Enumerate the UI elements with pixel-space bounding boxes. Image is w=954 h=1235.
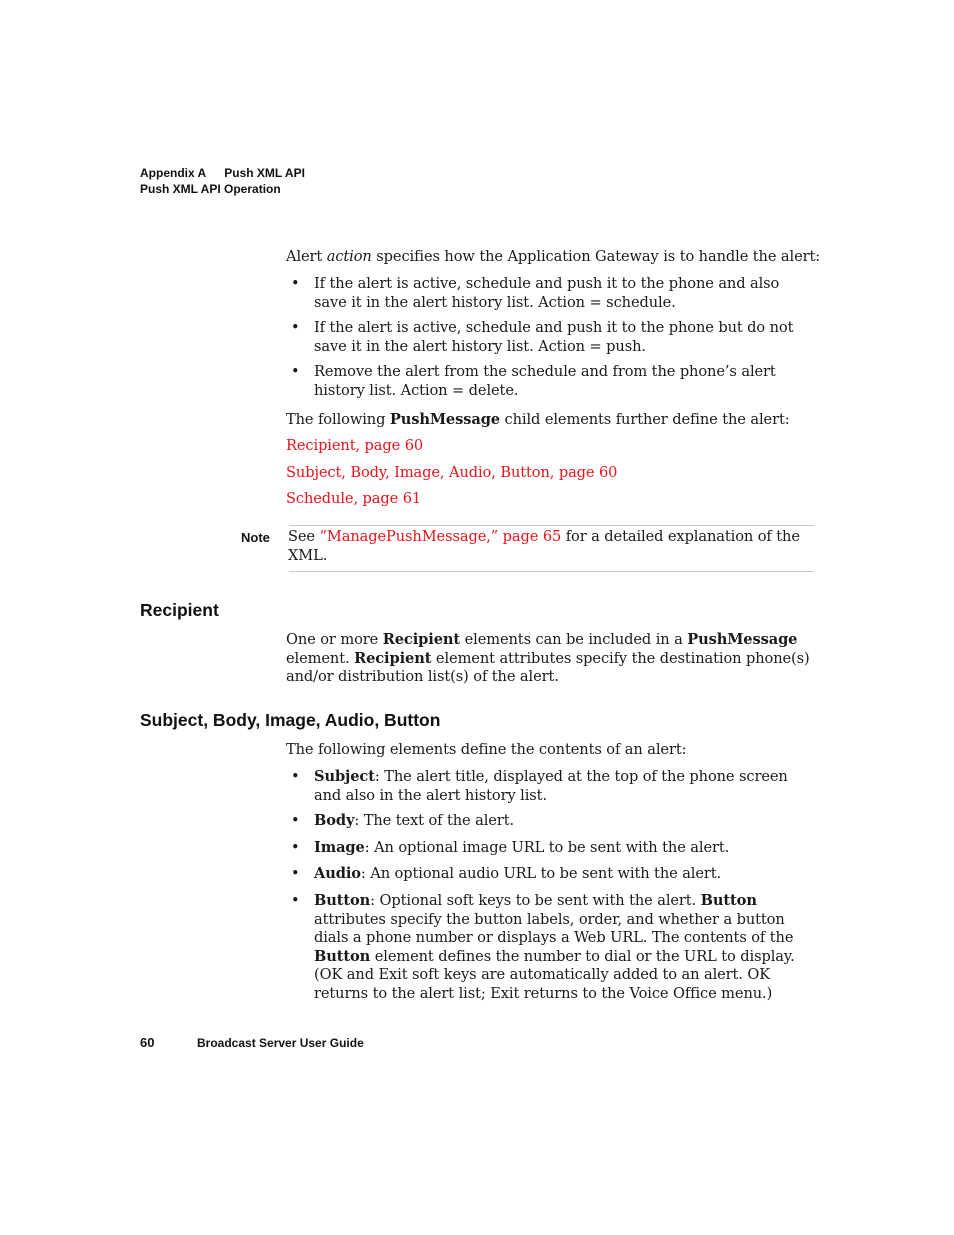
button-text-2: attributes specify the button labels, order, and whether a button dials a phone number or displays a Web URL. The contents of the (314, 910, 794, 947)
action-bullet-text: Remove the alert from the schedule and from the phone’s alert history list. Action = delete. (314, 363, 776, 399)
element-bullet-body (286, 812, 816, 831)
element-bullet-list (286, 768, 816, 1004)
note-prefix: See (288, 528, 320, 545)
note-top-rule (289, 525, 814, 526)
intro-suffix: specifies how the Application Gateway is to handle the alert: (371, 248, 821, 265)
action-bullet-list (286, 275, 816, 401)
header-section-title: Push XML API Operation (140, 182, 281, 196)
header-appendix-title: Push XML API (224, 166, 305, 180)
bullet-dot: • (291, 838, 300, 856)
bullet-dot: • (291, 363, 300, 381)
note-bottom-rule (289, 571, 814, 572)
element-text: : The text of the alert. (354, 812, 515, 830)
action-bullet-item (286, 275, 816, 312)
intro-prefix: Alert (286, 248, 327, 265)
button-term-2: Button (314, 947, 371, 965)
note-link-managepushmessage[interactable]: “ManagePushMessage,” page 65 (319, 528, 562, 545)
child-elements-suffix: child elements further define the alert: (500, 411, 790, 428)
element-bullet-subject (286, 768, 816, 805)
action-bullet-item (286, 319, 816, 356)
subject-section-heading: Subject, Body, Image, Audio, Button (140, 710, 441, 730)
link-schedule[interactable]: Schedule, page 61 (286, 490, 422, 507)
recipient-term-2: PushMessage (687, 631, 798, 648)
bullet-dot: • (291, 891, 300, 909)
intro-paragraph (286, 248, 826, 267)
recipient-text-2: elements can be included in a (460, 631, 688, 648)
bullet-dot: • (291, 865, 300, 883)
element-term: Subject (314, 768, 375, 785)
guide-title: Broadcast Server User Guide (197, 1036, 364, 1050)
note-label: Note (241, 530, 270, 545)
button-text-3: element defines the number to dial or the URL to display. (OK and Exit soft keys are automatically added to an alert. OK returns to the alert list; Exit returns to the Voice Office menu.) (314, 947, 795, 1002)
recipient-term-3: Recipient (354, 649, 432, 667)
link-recipient[interactable]: Recipient, page 60 (286, 437, 424, 454)
element-bullet-image (286, 839, 816, 858)
bullet-dot: • (291, 319, 300, 337)
recipient-text-1: One or more (286, 631, 383, 648)
running-header (140, 165, 305, 181)
recipient-heading: Recipient (140, 600, 219, 620)
child-elements-prefix: The following (286, 411, 390, 428)
recipient-paragraph (286, 631, 811, 687)
header-appendix-label: Appendix A (140, 166, 207, 180)
recipient-text-4: element attributes specify the destination phone(s) and/or distribution list(s) of the alert. (286, 649, 810, 686)
note-text (288, 528, 800, 565)
subject-section-intro: The following elements define the contents of an alert: (286, 741, 687, 758)
element-term: Audio (314, 865, 361, 883)
bullet-dot: • (291, 768, 300, 785)
page-number: 60 (140, 1035, 155, 1050)
element-text: : The alert title, displayed at the top of the phone screen and also in the alert history list. (314, 768, 788, 804)
action-bullet-text: If the alert is active, schedule and push it to the phone and also save it in the alert history list. Action = schedule. (314, 275, 780, 311)
bullet-dot: • (291, 275, 300, 292)
button-text-1: : Optional soft keys to be sent with the alert. (370, 891, 701, 909)
element-term: Button (314, 891, 371, 909)
child-elements-term: PushMessage (389, 411, 500, 428)
element-text: : An optional audio URL to be sent with the alert. (360, 865, 722, 883)
element-bullet-button (286, 892, 816, 1004)
element-term: Image (314, 838, 365, 856)
element-bullet-audio (286, 865, 816, 884)
intro-term: action (326, 248, 372, 265)
action-bullet-item (286, 363, 816, 400)
element-term: Body (314, 812, 355, 830)
bullet-dot: • (291, 812, 300, 830)
link-subject-body[interactable]: Subject, Body, Image, Audio, Button, page 60 (286, 464, 618, 481)
element-text: : An optional image URL to be sent with the alert. (364, 838, 730, 856)
button-term-1: Button (700, 891, 757, 909)
note-suffix: for a detailed explanation of the XML. (288, 528, 800, 564)
recipient-term-1: Recipient (382, 631, 461, 648)
action-bullet-text: If the alert is active, schedule and push it to the phone but do not save it in the alert history list. Action = push. (314, 319, 794, 355)
child-elements-paragraph (286, 411, 826, 430)
recipient-text-3: element. (286, 649, 355, 667)
